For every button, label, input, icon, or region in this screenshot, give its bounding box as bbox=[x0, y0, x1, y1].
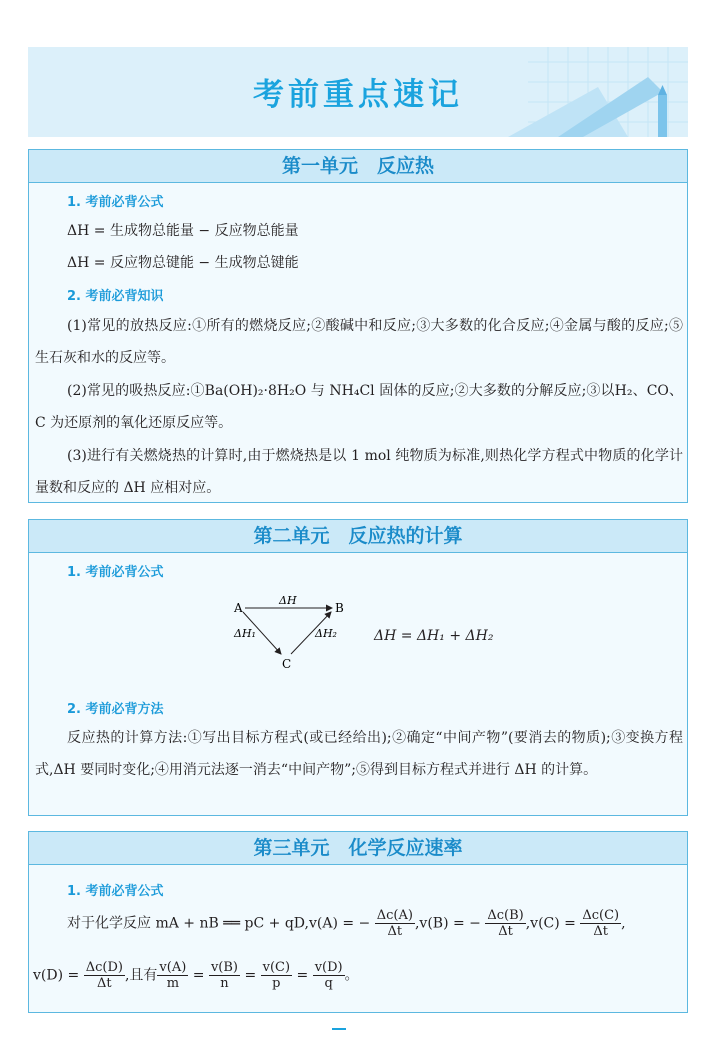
rate-formula-line-2 bbox=[33, 960, 359, 991]
page-title: 考前重点速记 bbox=[253, 77, 463, 113]
rate-a-label: v(A) = − bbox=[308, 915, 371, 932]
section-title: 第二单元 反应热的计算 bbox=[29, 520, 687, 553]
formula-bond-energy: ΔH = 反应物总键能 − 生成物总键能 bbox=[67, 255, 299, 271]
subheading-formulas: 1. 考前必背公式 bbox=[67, 884, 164, 899]
subheading-method: 2. 考前必背方法 bbox=[67, 702, 164, 717]
section-reaction-heat bbox=[28, 149, 688, 503]
and-have-text: ,且有 bbox=[124, 967, 158, 984]
equals-sign: = bbox=[192, 967, 205, 984]
header-banner bbox=[28, 47, 688, 137]
fraction-rate-b: $\frac{\Delta c(B)}{\Delta t}$ bbox=[487, 908, 524, 939]
ratio-b-n: $\frac{v(B)}{n}$ bbox=[210, 960, 238, 991]
fraction-rate-a: $\frac{\Delta c(A)}{\Delta t}$ bbox=[376, 908, 413, 939]
fraction-rate-d: $\frac{\Delta c(D)}{\Delta t}$ bbox=[85, 960, 123, 991]
formula-hess-sum: ΔH = ΔH₁ + ΔH₂ bbox=[374, 628, 494, 644]
line-2-end: 。 bbox=[344, 967, 359, 984]
rate-b-label: ,v(B) = − bbox=[414, 915, 481, 932]
paragraph-calculation-method: 反应热的计算方法:①写出目标方程式(或已经给出);②确定“中间产物”(要消去的物质);③变换方程式,ΔH 要同时变化;④用消元法逐一消去“中间产物”;⑤得到目标方程式并进行 ΔH 的计算。 bbox=[35, 730, 683, 778]
node-c: C bbox=[282, 657, 292, 671]
formula-energy: ΔH = 生成物总能量 − 反应物总能量 bbox=[67, 223, 299, 239]
paragraph-combustion-heat: (3)进行有关燃烧热的计算时,由于燃烧热是以 1 mol 纯物质为标准,则热化学方程式中物质的化学计量数和反应的 ΔH 应相对应。 bbox=[35, 448, 683, 496]
subheading-knowledge: 2. 考前必背知识 bbox=[67, 289, 164, 304]
section-title: 第一单元 反应热 bbox=[29, 150, 687, 183]
line-1-end: , bbox=[621, 915, 626, 932]
node-a: A bbox=[234, 601, 243, 615]
rate-c-label: ,v(C) = bbox=[525, 915, 576, 932]
rate-formula-line-1 bbox=[67, 908, 626, 939]
hess-law-diagram bbox=[229, 592, 359, 672]
page-number-mark bbox=[332, 1028, 346, 1030]
ratio-d-q: $\frac{v(D)}{q}$ bbox=[314, 960, 343, 991]
section-title: 第三单元 化学反应速率 bbox=[29, 832, 687, 865]
section-heat-calculation bbox=[28, 519, 688, 816]
equals-sign: = bbox=[244, 967, 257, 984]
label-dh2: ΔH₂ bbox=[315, 627, 337, 640]
fraction-rate-c: $\frac{\Delta c(C)}{\Delta t}$ bbox=[582, 908, 620, 939]
label-dh: ΔH bbox=[279, 594, 297, 607]
rate-d-label: v(D) = bbox=[33, 967, 80, 984]
paragraph-endothermic: (2)常见的吸热反应:①Ba(OH)₂·8H₂O 与 NH₄Cl 固体的反应;②大多数的分解反应;③以H₂、CO、C 为还原剂的氧化还原反应等。 bbox=[35, 383, 683, 431]
ratio-a-m: $\frac{v(A)}{m}$ bbox=[159, 960, 187, 991]
paragraph-exothermic: (1)常见的放热反应:①所有的燃烧反应;②酸碱中和反应;③大多数的化合反应;④金属与酸的反应;⑤生石灰和水的反应等。 bbox=[35, 318, 683, 366]
subheading-formulas: 1. 考前必背公式 bbox=[67, 195, 164, 210]
reaction-equation: 对于化学反应 mA + nB ══ pC + qD, bbox=[67, 915, 309, 932]
node-b: B bbox=[335, 601, 344, 615]
section-reaction-rate bbox=[28, 831, 688, 1013]
equals-sign: = bbox=[296, 967, 309, 984]
subheading-formulas: 1. 考前必背公式 bbox=[67, 565, 164, 580]
ratio-c-p: $\frac{v(C)}{p}$ bbox=[262, 960, 291, 991]
label-dh1: ΔH₁ bbox=[234, 627, 256, 640]
